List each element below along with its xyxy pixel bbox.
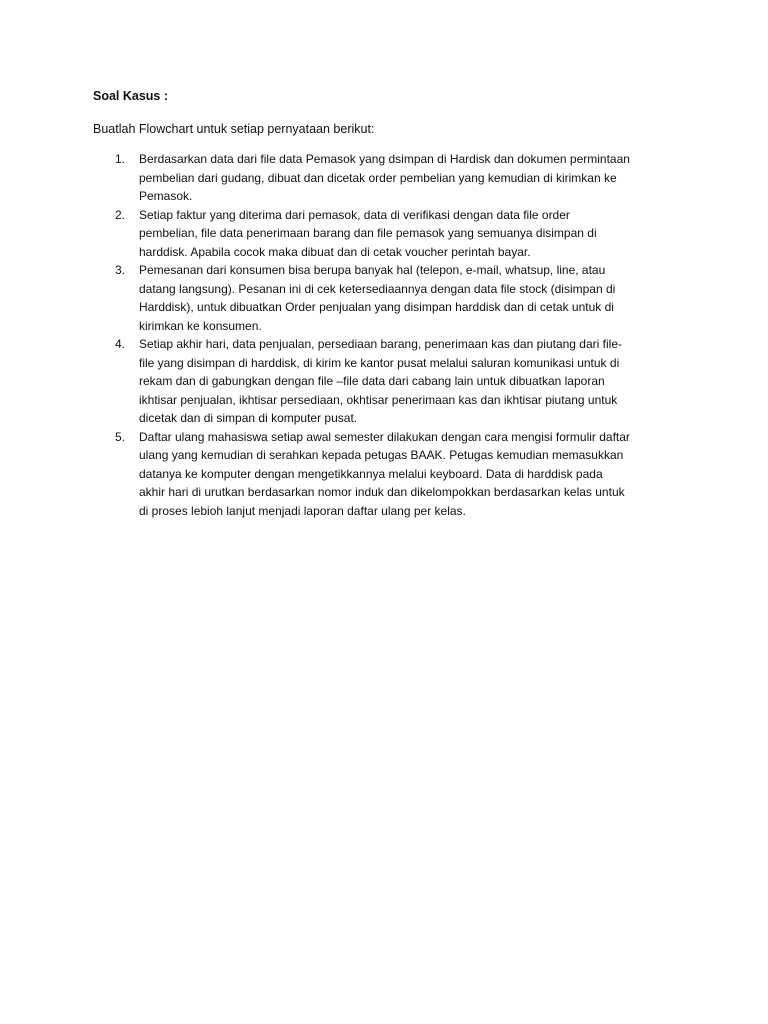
list-item-text-line: Daftar ulang mahasiswa setiap awal semester dilakukan dengan cara mengisi formulir daftar xyxy=(139,429,630,444)
list-item-text-line: Setiap akhir hari, data penjualan, persediaan barang, penerimaan kas dan piutang dari file- xyxy=(139,337,622,351)
list-item-3 xyxy=(115,261,675,335)
list-item-number: 1. xyxy=(115,152,126,166)
list-item-text-line: dicetak dan di simpan di komputer pusat. xyxy=(139,411,358,425)
list-item-text-line: di proses lebioh lanjut menjadi laporan daftar ulang per kelas. xyxy=(139,503,466,518)
list-item-number: 4. xyxy=(115,337,126,351)
list-item-number: 2. xyxy=(115,207,126,222)
list-item-text-line: akhir hari di urutkan berdasarkan nomor induk dan dikelompokkan berdasarkan kelas untuk xyxy=(139,485,625,499)
document-heading: Soal Kasus : xyxy=(93,89,169,103)
list-item-2 xyxy=(115,206,675,262)
list-item-text-line: Berdasarkan data dari file data Pemasok yang dsimpan di Hardisk dan dokumen permintaan xyxy=(139,152,630,166)
list-item-4 xyxy=(115,335,675,428)
list-item-text-line: file yang disimpan di harddisk, di kirim ke kantor pusat melalui saluran komunikasi untuk di xyxy=(139,355,620,370)
list-item-text-line: Pemesanan dari konsumen bisa berupa banyak hal (telepon, e-mail, whatsup, line, atau xyxy=(139,263,606,277)
list-item-text-line: ikhtisar penjualan, ikhtisar persediaan, okhtisar penerimaan kas dan ikhtisar piutang untuk xyxy=(139,392,618,407)
list-item-text-line: ulang yang kemudian di serahkan kepada petugas BAAK. Petugas kemudian memasukkan xyxy=(139,448,624,462)
list-item-text-line: pembelian dari gudang, dibuat dan dicetak order pembelian yang kemudian di kirimkan ke xyxy=(139,170,617,185)
list-item-5 xyxy=(115,428,675,521)
list-item-text-line: Harddisk), untuk dibuatkan Order penjualan yang disimpan harddisk dan di cetak untuk di xyxy=(139,300,614,314)
list-item-1 xyxy=(115,150,675,206)
list-item-text-line: datang langsung). Pesanan ini di cek ketersediaannya dengan data file stock (disimpan di xyxy=(139,281,616,296)
list-item-text-line: Pemasok. xyxy=(139,189,193,203)
list-item-text-line: datanya ke komputer dengan mengetikkannya melalui keyboard. Data di harddisk pada xyxy=(139,466,603,481)
numbered-list xyxy=(115,150,675,520)
list-item-number: 3. xyxy=(115,263,126,277)
list-item-text-line: harddisk. Apabila cocok maka dibuat dan di cetak voucher perintah bayar. xyxy=(139,244,531,259)
list-item-text-line: rekam dan di gabungkan dengan file –file data dari cabang lain untuk dibuatkan laporan xyxy=(139,374,605,388)
document-intro: Buatlah Flowchart untuk setiap pernyataan berikut: xyxy=(93,122,375,136)
list-item-text-line: kirimkan ke konsumen. xyxy=(139,318,262,333)
list-item-number: 5. xyxy=(115,429,126,444)
list-item-text-line: Setiap faktur yang diterima dari pemasok, data di verifikasi dengan data file order xyxy=(139,207,570,222)
list-item-text-line: pembelian, file data penerimaan barang dan file pemasok yang semuanya disimpan di xyxy=(139,226,597,240)
